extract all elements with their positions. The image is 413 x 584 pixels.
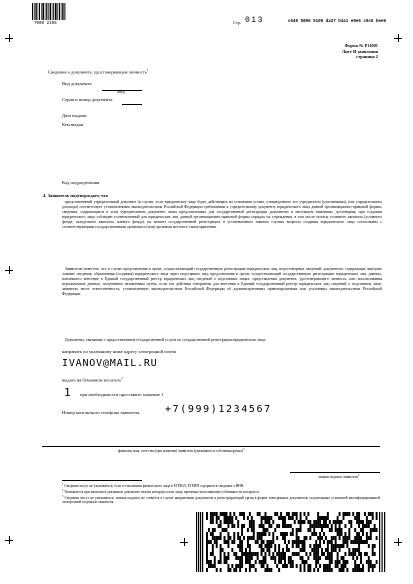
page-number: 013 bbox=[245, 16, 264, 25]
footnote-ref-3: 3 bbox=[243, 448, 245, 451]
registration-mark-top-left bbox=[5, 34, 13, 42]
registration-mark-bottom-left bbox=[5, 536, 13, 544]
declaration-title: Заявитель подтверждает, что bbox=[47, 193, 109, 198]
registration-mark-bottom-mid bbox=[180, 538, 188, 546]
doc-type-label: Вид документа bbox=[62, 81, 92, 86]
issue-date-label: Дата выдачи bbox=[62, 113, 87, 118]
sheet-page: страница 2 bbox=[356, 54, 378, 60]
footnote-ref-3b: 3 bbox=[357, 474, 360, 477]
footnote-2: $^2$ Указывается при наличии в указанном документе печати нотариуса или лица, временно исполняющего обязанности нотариуса. bbox=[62, 489, 260, 495]
email-value: IVANOV@MAIL.RU bbox=[62, 358, 158, 369]
full-name-caption: фамилия, имя, отчество (при наличии) заявителя (указываются собственноручно)$^3$ bbox=[118, 448, 245, 454]
division-code-label: Код подразделения bbox=[62, 180, 100, 185]
series-number-line bbox=[122, 104, 142, 105]
page-label: Стр. bbox=[233, 20, 242, 25]
paper-label: выдать на бумажном носителе$^2$ bbox=[62, 376, 123, 383]
declaration-heading bbox=[43, 193, 108, 198]
declaration-paragraph-3: Документы, связанные с предоставлением государственной услуги по государственной регистрации юридического лица, bbox=[65, 338, 266, 342]
footnote-1: $^1$ Сведения могут не указываться, если в отношении физического лица в ЕГРЮЛ, ЕГРИП содержатся сведения о ИНН. bbox=[62, 483, 245, 489]
declaration-paragraph-1: представленный учредительный документ (в случае, если юридическое лицо будет действовать на основании устава, утвержденного его учредителем (участниками), или учредительного договора) соответствует установленным законодательством Российской Федерации требованиям к учредительному документу юридического лица данной организационно-правовой формы; сведения, содержащиеся в этом учредительном документе, иных представленных для государственной регистрации документах и настоящем заявлении, достоверны; при создании юридического лица соблюден установленный для юридических лиц данной организационно-правовой формы порядок их учреждения, в том числе оплаты уставного капитала (уставного фонда, складочного капитала, паевого фонда), на момент государственной регистрации; в установленных законом случаях вопросы создания юридического лица согласованы с соответствующими государственными органами и (или) органами местного самоуправления. bbox=[62, 200, 382, 230]
declaration-paragraph-2: Заявителю известно, что в случае представления в орган, осуществляющий государственную регистрацию юридических лиц, недостоверных сведений; документов, содержащих заведомо ложные сведения; образования (создания) юридического лица через подставных лиц; представления в орган, осуществляющий государственную регистрацию юридических лиц, данных, повлекшего внесение в Единый государственный реестр юридических лиц сведений о подставных лицах; представления документа, удостоверяющего личность, или использования персональных данных, полученных незаконным путем, если эти действия совершены для внесения в Единый государственный реестр юридических лиц сведений о подставном лице, заявитель несет ответственность, установленную законодательством Российской Федерации об административных правонарушениях или уголовным законодательством Российской Федерации. bbox=[62, 267, 382, 297]
issued-by-label: Кем выдан bbox=[62, 122, 84, 127]
paper-value: 1 bbox=[64, 386, 72, 399]
paper-hint: при необходимости проставить значение 1 bbox=[80, 392, 164, 397]
footnote-3: $^3$ Сведения могут не указываться, личная подпись не ставится в случае направления документов в регистрирующий орган в форме электронных документов, подписанных усиленной квалифицированной электронной подписью заявителя. bbox=[62, 495, 381, 505]
footnote-ref-2: 2 bbox=[121, 376, 123, 380]
signature-caption: личная подпись заявителя$^3$ bbox=[318, 474, 360, 480]
registration-mark-top-right bbox=[394, 34, 402, 42]
declaration-number: 4. bbox=[43, 193, 47, 198]
registration-mark-mid-left bbox=[5, 266, 13, 274]
document-hash: c649 5806 5109 da27 b3a1 e9e5 c9c6 bee6 bbox=[288, 20, 387, 24]
signature-line bbox=[290, 472, 380, 473]
barcode-number: 7000 2195 bbox=[34, 22, 57, 26]
footnote-separator bbox=[62, 480, 142, 481]
identity-section-title: Сведения о документе, удостоверяющем личность$^1$ bbox=[48, 68, 149, 75]
email-label: направить по указанному ниже адресу электронной почты bbox=[62, 349, 177, 354]
form-name: Форма № Р11001 bbox=[344, 43, 378, 48]
registration-mark-bottom-right bbox=[394, 538, 402, 546]
doc-type-hint: (вид) bbox=[117, 90, 125, 94]
phone-value: +7(999)1234567 bbox=[165, 404, 272, 415]
form-title-block bbox=[320, 43, 378, 60]
pdf417-barcode bbox=[196, 512, 386, 572]
series-number-label: Серия и номер документа bbox=[62, 97, 113, 102]
phone-label: Номер контактного телефона заявителя bbox=[62, 410, 140, 415]
full-name-line bbox=[42, 446, 380, 447]
footnote-ref-1: 1 bbox=[146, 68, 149, 72]
sheet-name: Лист И заявления bbox=[341, 48, 378, 54]
